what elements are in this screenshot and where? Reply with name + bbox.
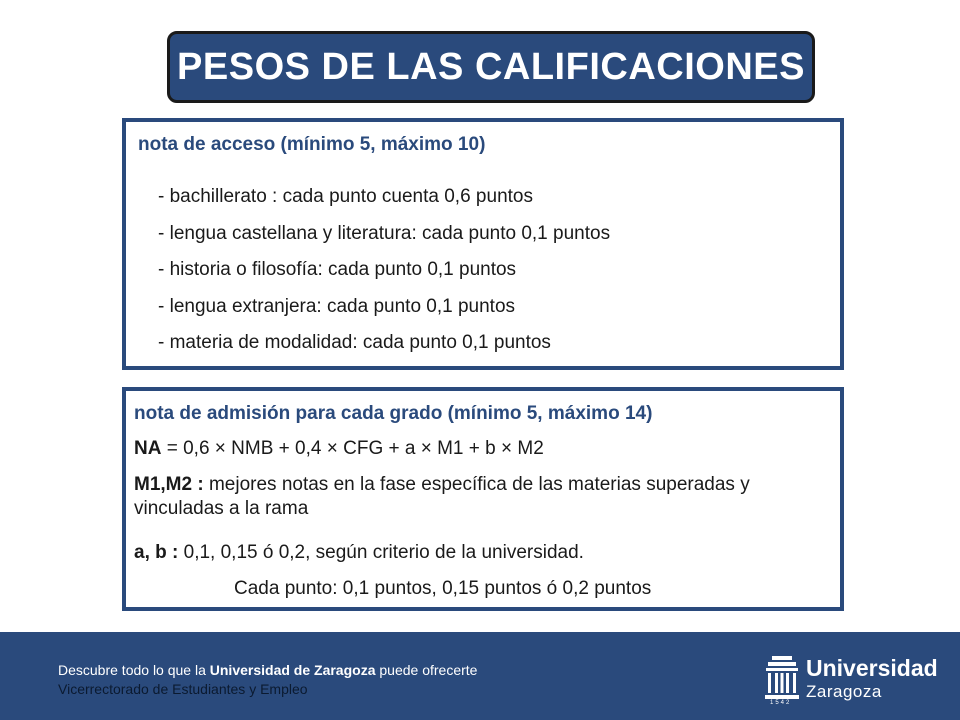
footer-line-1 xyxy=(58,661,477,680)
building-icon xyxy=(764,656,800,702)
list-item: - lengua extranjera: cada punto 0,1 puntos xyxy=(158,295,516,317)
ab-label: a, b : xyxy=(134,542,179,563)
m-text: mejores notas en la fase específica de las materias superadas y vinculadas a la rama xyxy=(134,474,750,519)
list-item: - bachillerato : cada punto cuenta 0,6 puntos xyxy=(158,186,533,207)
page-title: PESOS DE LAS CALIFICACIONES xyxy=(177,45,805,88)
university-logo xyxy=(764,654,938,714)
formula-label: NA xyxy=(134,438,162,459)
admission-panel xyxy=(122,387,844,611)
access-heading: nota de acceso (mínimo 5, máximo 10) xyxy=(138,134,486,155)
footer-line-2: Vicerrectorado de Estudiantes y Empleo xyxy=(58,681,308,697)
logo-word-universidad: Universidad xyxy=(806,655,938,681)
list-item: - historia o filosofía: cada punto 0,1 puntos xyxy=(158,259,517,280)
list-item: - materia de modalidad: cada punto 0,1 puntos xyxy=(158,332,551,353)
points-row: Cada punto: 0,1 puntos, 0,15 puntos ó 0,2 puntos xyxy=(234,578,652,599)
footer xyxy=(0,632,960,720)
logo-word-zaragoza: Zaragoza xyxy=(806,682,882,701)
m-label: M1,M2 : xyxy=(134,474,204,495)
m-definition-row xyxy=(134,473,834,521)
admission-heading: nota de admisión para cada grado (mínimo 5, máximo 14) xyxy=(134,403,653,424)
footer-line-1-pre: Descubre todo lo que la xyxy=(58,662,206,678)
title-banner xyxy=(167,31,815,103)
ab-text: 0,1, 0,15 ó 0,2, según criterio de la universidad. xyxy=(183,542,584,563)
logo-year: 1542 xyxy=(770,700,792,706)
list-item: - lengua castellana y literatura: cada punto 0,1 puntos xyxy=(158,222,611,244)
formula-row xyxy=(134,437,834,461)
access-panel xyxy=(122,118,844,370)
formula-text: = 0,6 × NMB + 0,4 × CFG + a × M1 + b × M2 xyxy=(166,438,544,459)
footer-text xyxy=(58,661,477,699)
footer-university-name: Universidad de Zaragoza xyxy=(209,662,376,678)
access-list xyxy=(158,186,610,369)
ab-definition-row xyxy=(134,541,834,565)
footer-line-1-post: puede ofrecerte xyxy=(379,662,478,678)
